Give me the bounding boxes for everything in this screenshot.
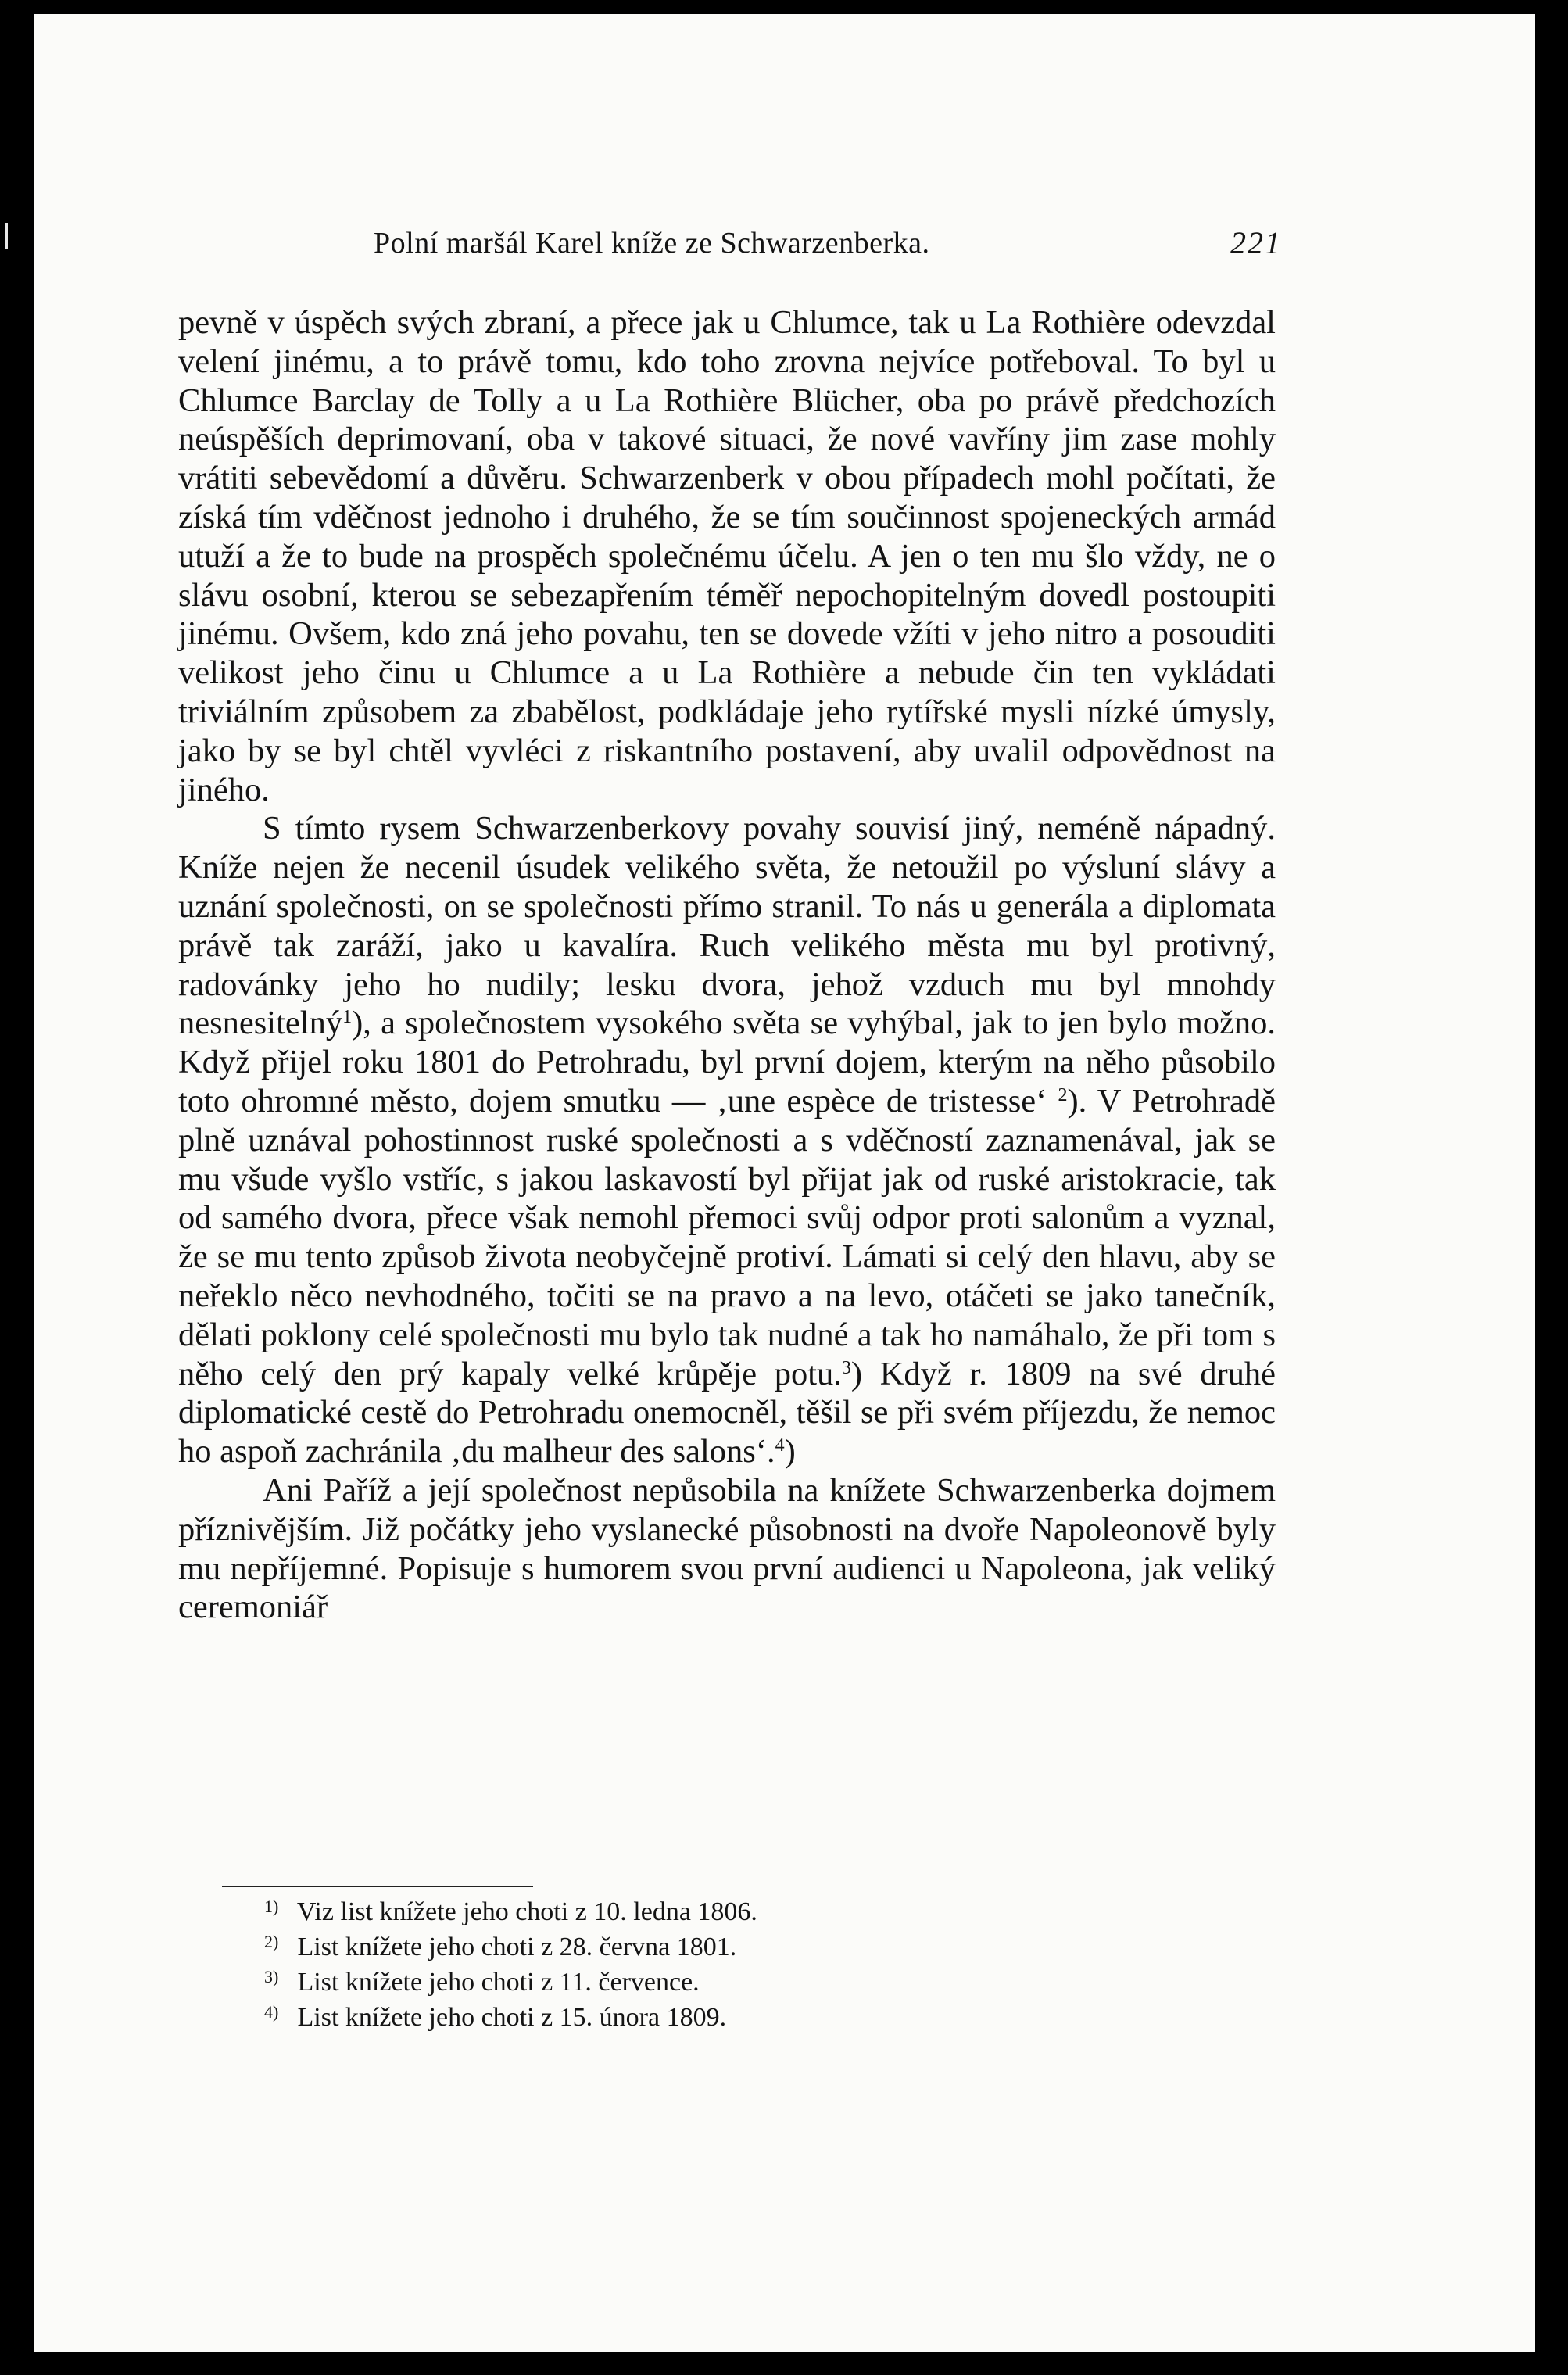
footnotes — [264, 1892, 1241, 2033]
footnote-2-text: List knížete jeho choti z 28. června 1801. — [297, 1933, 737, 1961]
paragraph-1 — [178, 303, 1276, 809]
footnote-ref-4: 4 — [775, 1435, 785, 1456]
footnote-1: 1) Viz list knížete jeho choti z 10. ledna 1806. — [264, 1897, 757, 1926]
running-title: Polní maršál Karel kníže ze Schwarzenberka. — [374, 227, 930, 260]
paragraph-2-text-a: S tímto rysem Schwarzenberkovy povahy souvisí jiný, neméně nápadný. Kníže nejen že necenil úsudek velikého světa, že netoužil po výsluní slávy a uznání společnosti, on se společnosti přímo stranil. To nás u generála a diplomata právě tak zaráží, jako u kavalíra. Ruch velikého města mu byl protivný, radovánky jeho ho nudily; lesku dvora, jehož vzduch mu byl mnohdy nesnesitelný — [178, 810, 1276, 1042]
paragraph-3 — [178, 1471, 1276, 1627]
body-text — [178, 303, 1276, 1627]
paragraph-3-text: Ani Paříž a její společnost nepůsobila na knížete Schwarzenberka dojmem příznivějším. Již počátky jeho vyslanecké působnosti na dvoře Napoleonově byly mu nepříjemné. Popisuje s humorem svou první audienci u Napoleona, jak veliký ceremoniář — [178, 1471, 1276, 1626]
footnote-2-mark: 2 — [264, 1932, 273, 1951]
footnote-ref-3: 3 — [841, 1357, 851, 1378]
paragraph-2-text-b: ), a společnostem vysokého světa se vyhýbal, jak to jen bylo možno. Když přijel roku 1801 do Petrohradu, byl první dojem, kterým na něho působilo toto ohromné město, dojem smutku — ‚une espèce de tristesse‘ — [178, 1005, 1276, 1119]
paragraph-2-text-c: ). V Petrohradě plně uznával pohostinnost ruské společnosti a s vděčností zaznamenával, jak se mu všude vyšlo vstříc, s jakou laskavostí byl přijat jak od ruské aristokracie, tak od samého dvora, přece však nemohl přemoci svůj odpor proti salonům a vyznal, že se mu tento způsob života neobyčejně protiví. Lámati si celý den hlavu, aby se neřeklo něco nevhodného, točiti se na pravo a na levo, otáčeti se jako tanečník, dělati poklony celé společnosti mu bylo tak nudné a tak ho namáhalo, že při tom s něho celý den prý kapaly velké krůpěje potu. — [178, 1082, 1276, 1392]
running-head — [374, 224, 1282, 263]
footnote-rule — [222, 1886, 533, 1887]
footnote-ref-1: 1 — [342, 1007, 353, 1028]
footnote-3-mark: 3 — [264, 1967, 273, 1986]
footnote-1-mark: 1 — [264, 1897, 273, 1916]
paragraph-2 — [178, 809, 1276, 1471]
page-number: 221 — [1230, 225, 1282, 260]
footnote-3: 3) List knížete jeho choti z 11. července. — [264, 1967, 700, 1997]
footnote-ref-2: 2 — [1058, 1084, 1068, 1105]
paragraph-1-text: pevně v úspěch svých zbraní, a přece jak u Chlumce, tak u La Rothière odevzdal velení jinému, a to právě tomu, kdo toho zrovna nejvíce potřeboval. To byl u Chlumce Barclay de Tolly a u La Rothière Blücher, oba po právě předchozích neúspěších deprimovaní, oba v takové situaci, že nové vavříny jim zase mohly vrátiti sebevědomí a důvěru. Schwarzenberk v obou případech mohl počítati, že získá tím vděčnost jednoho i druhého, že se tím součinnost spojeneckých armád utuží a že to bude na prospěch společnému účelu. A jen o ten mu šlo vždy, ne o slávu osobní, kterou se sebezapřením téměř nepochopitelným dovedl postoupiti jinému. Ovšem, kdo zná jeho povahu, ten se dovede vžíti v jeho nitro a posouditi velikost jeho činu u Chlumce a u La Rothière a nebude čin ten vykládati triviálním způsobem za zbabělost, podkládaje jeho rytířské mysli nízké úmysly, jako by se byl chtěl vyvléci z riskantního postavení, aby uvalil odpovědnost na jiného. — [178, 304, 1276, 808]
scan-edge-mark — [5, 223, 8, 249]
paragraph-2-text-d: ) Když r. 1809 na své druhé diplomatické cestě do Petrohradu onemocněl, těšil se při svém příjezdu, že nemoc ho aspoň zachránila ‚du malheur des salons‘. — [178, 1355, 1276, 1470]
footnote-4-text: List knížete jeho choti z 15. února 1809. — [297, 2003, 727, 2032]
footnote-4-mark: 4 — [264, 2002, 273, 2022]
footnote-1-text: Viz list knížete jeho choti z 10. ledna 1806. — [296, 1897, 757, 1926]
footnote-2: 2) List knížete jeho choti z 28. června 1801. — [264, 1932, 737, 1961]
paragraph-2-text-e: ) — [784, 1433, 796, 1470]
footnote-3-text: List knížete jeho choti z 11. července. — [297, 1968, 700, 1997]
footnote-4: 4) List knížete jeho choti z 15. února 1809. — [264, 2002, 727, 2032]
